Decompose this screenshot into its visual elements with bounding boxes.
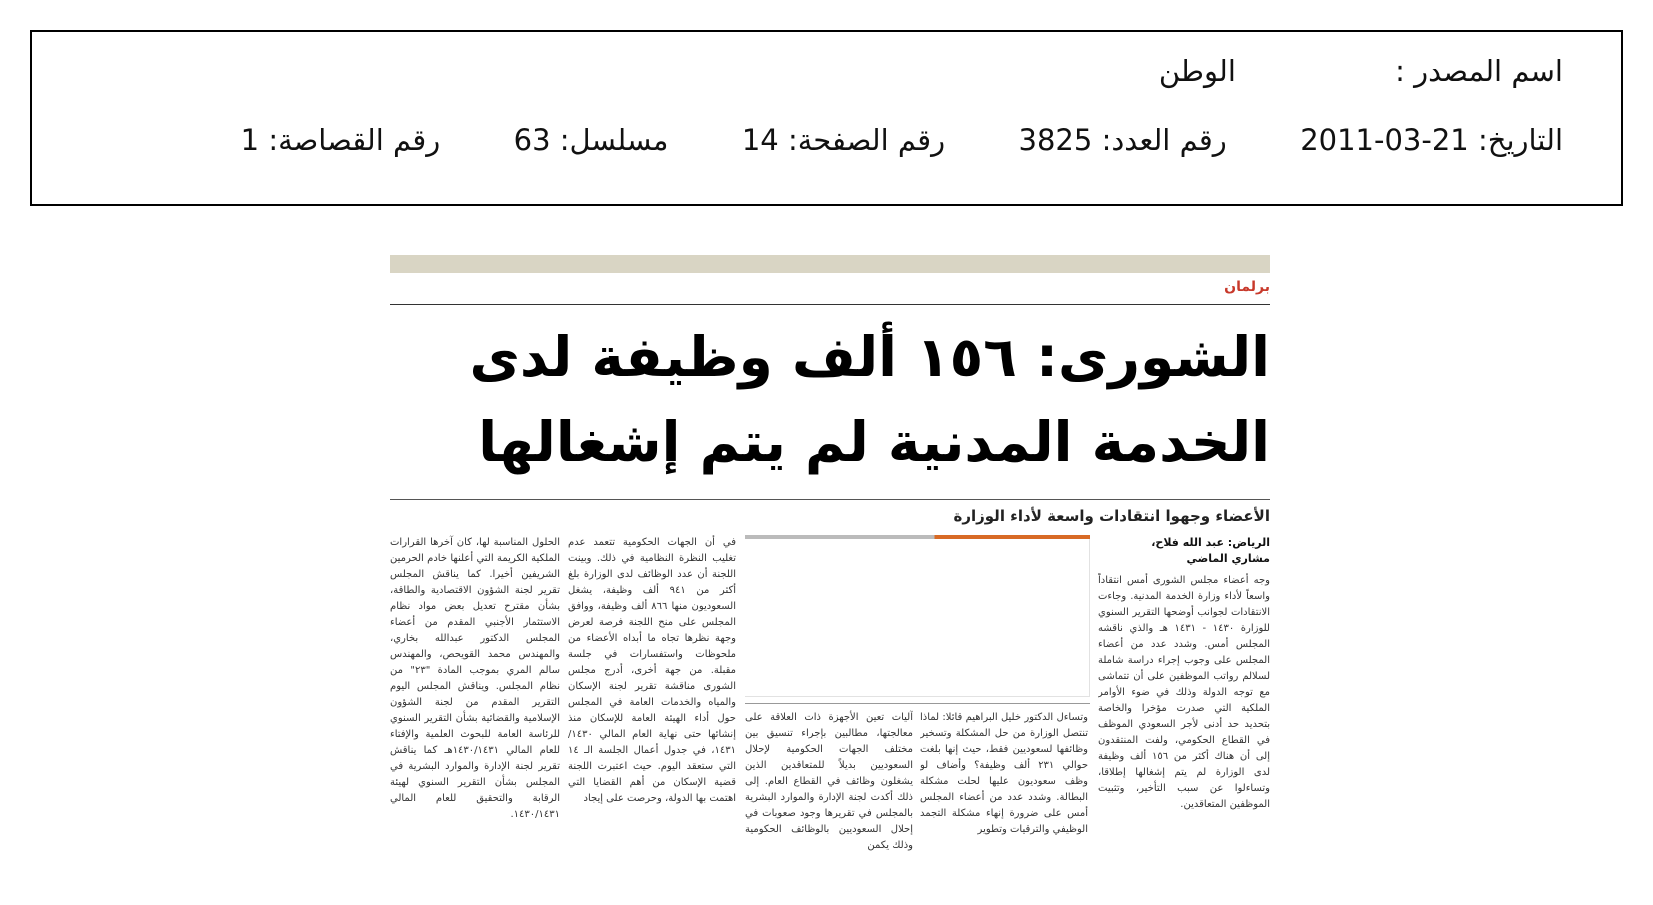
source-line bbox=[1159, 54, 1563, 88]
serial-value: 63 bbox=[513, 123, 551, 157]
issue-label: رقم العدد: bbox=[1101, 123, 1227, 157]
subhead-rule bbox=[390, 499, 1270, 500]
top-color-band bbox=[390, 255, 1270, 273]
article-column-5: الحلول المناسبة لها، كان آخرها القرارات الملكية الكريمة التي أعلنها خادم الحرمين الشريفين أخيرا. كما يناقش المجلس تقرير لجنة الشؤون الاقتصادية والطاقة، بشأن مقترح تعديل بعض مواد نظام الاستثمار الأجنبي المقدم من أعضاء المجلس الدكتور عبدالله بخاري، والمهندس محمد القويحص، والمهندس سالم المري بموجب المادة "٢٣" من نظام المجلس. ويناقش المجلس اليوم التقرير المقدم من لجنة الشؤون الإسلامية والقضائية بشأن التقرير السنوي للرئاسة العامة للبحوث العلمية والإفتاء للعام المالي ١٤٣٠/١٤٣١هـ كما يناقش تقرير لجنة الإدارة والموارد البشرية في المجلس بشأن التقرير السنوي لهيئة الرقابة والتحقيق للعام المالي ١٤٣٠/١٤٣١. bbox=[390, 537, 560, 820]
date-value: 2011-03-21 bbox=[1300, 123, 1469, 157]
subheadline: الأعضاء وجهوا انتقادات واسعة لأداء الوزارة bbox=[953, 507, 1270, 525]
headline: الشورى: ١٥٦ ألف وظيفة لدى الخدمة المدنية لم يتم إشغالها bbox=[469, 325, 1270, 474]
clip-value: 1 bbox=[240, 123, 260, 157]
photo-bottom-rule bbox=[745, 703, 1090, 704]
page-label: رقم الصفحة: bbox=[787, 123, 946, 157]
details-line bbox=[241, 123, 1563, 157]
clip-label: رقم القصاصة: bbox=[268, 123, 441, 157]
header-rule bbox=[390, 304, 1270, 305]
page-value: 14 bbox=[741, 123, 779, 157]
photo-placeholder bbox=[745, 539, 1090, 697]
article-column-1: وجه أعضاء مجلس الشورى أمس انتقاداً واسعاً لأداء وزارة الخدمة المدنية. وجاءت الانتقادات لجوانب أوضحها التقرير السنوي للوزارة ١٤٣٠ - ١٤٣١ هـ والذي ناقشه المجلس أمس. وشدد عدد من أعضاء المجلس على وجوب إجراء دراسة شاملة لسلالم رواتب الموظفين على أن تتماشى مع توجه الدولة وذلك في ضوء الأوامر الملكية التي صدرت مؤخرا والخاصة بتحديد حد أدنى لأجر السعودي الموظف في القطاع الحكومي، ولفت المنتقدون إلى أن هناك أكثر من ١٥٦ ألف وظيفة لدى الوزارة لم يتم إشغالها إطلاقا، وتساءلوا عن سبب التأخير، وتثبيت الموظفين المتعاقدين. bbox=[1098, 575, 1270, 810]
newspaper-clipping bbox=[390, 255, 1270, 895]
source-value: الوطن bbox=[1158, 54, 1236, 88]
article-column-3: آليات تعين الأجهزة ذات العلاقة على معالجتها، مطالبين بإجراء تنسيق بين مختلف الجهات الحكومية لإحلال السعوديين بديلاً للمتعاقدين الذين يشغلون وظائف في القطاع العام. إلى ذلك أكدت لجنة الإدارة والموارد البشرية بالمجلس في تقريرها وجود صعوبات في إحلال السعوديين بالوظائف الحكومية وذلك يكمن bbox=[745, 712, 913, 851]
section-label: برلمان bbox=[1224, 279, 1270, 295]
article-column-2: وتساءل الدكتور خليل البراهيم قائلا: لماذا تنتصل الوزارة من حل المشكلة وتسخير وظائفها لسعوديين فقط، حيث إنها بلغت حوالي ٢٣١ ألف وظيفة؟ وأضاف لو وظف سعوديون عليها لحلت مشكلة البطالة. وشدد عدد من أعضاء المجلس أمس على ضرورة إنهاء مشكلة التجمد الوظيفي والترقيات وتطوير bbox=[920, 712, 1088, 835]
byline: الرياض: عبد الله فلاح، مشاري الماضي bbox=[1151, 536, 1270, 565]
serial-label: مسلسل: bbox=[559, 123, 669, 157]
issue-value: 3825 bbox=[1018, 123, 1093, 157]
source-label: اسم المصدر : bbox=[1395, 54, 1563, 88]
article-column-4: في أن الجهات الحكومية تتعمد عدم تغليب النظرة النظامية في ذلك. وبينت اللجنة أن عدد الوظائف لدى الوزارة بلغ أكثر من ٩٤١ ألف وظيفة، يشغل السعوديون منها ٨٦٦ ألف وظيفة، ووافق المجلس على منح اللجنة فرصة لعرض وجهة نظرها تجاه ما أبداه الأعضاء من ملحوظات واستفسارات في جلسة مقبلة. من جهة أخرى، أدرج مجلس الشورى مناقشة تقرير لجنة الإسكان والمياه والخدمات العامة في المجلس حول أداء الهيئة العامة للإسكان منذ إنشائها حتى نهاية العام المالي ١٤٣٠/ ١٤٣١، في جدول أعمال الجلسة الـ ١٤ التي ستعقد اليوم. حيث اعتبرت اللجنة قضية الإسكان من أهم القضايا التي اهتمت بها الدولة، وحرصت على إيجاد bbox=[568, 537, 736, 804]
source-metadata-box bbox=[30, 30, 1623, 206]
date-label: التاريخ: bbox=[1477, 123, 1563, 157]
